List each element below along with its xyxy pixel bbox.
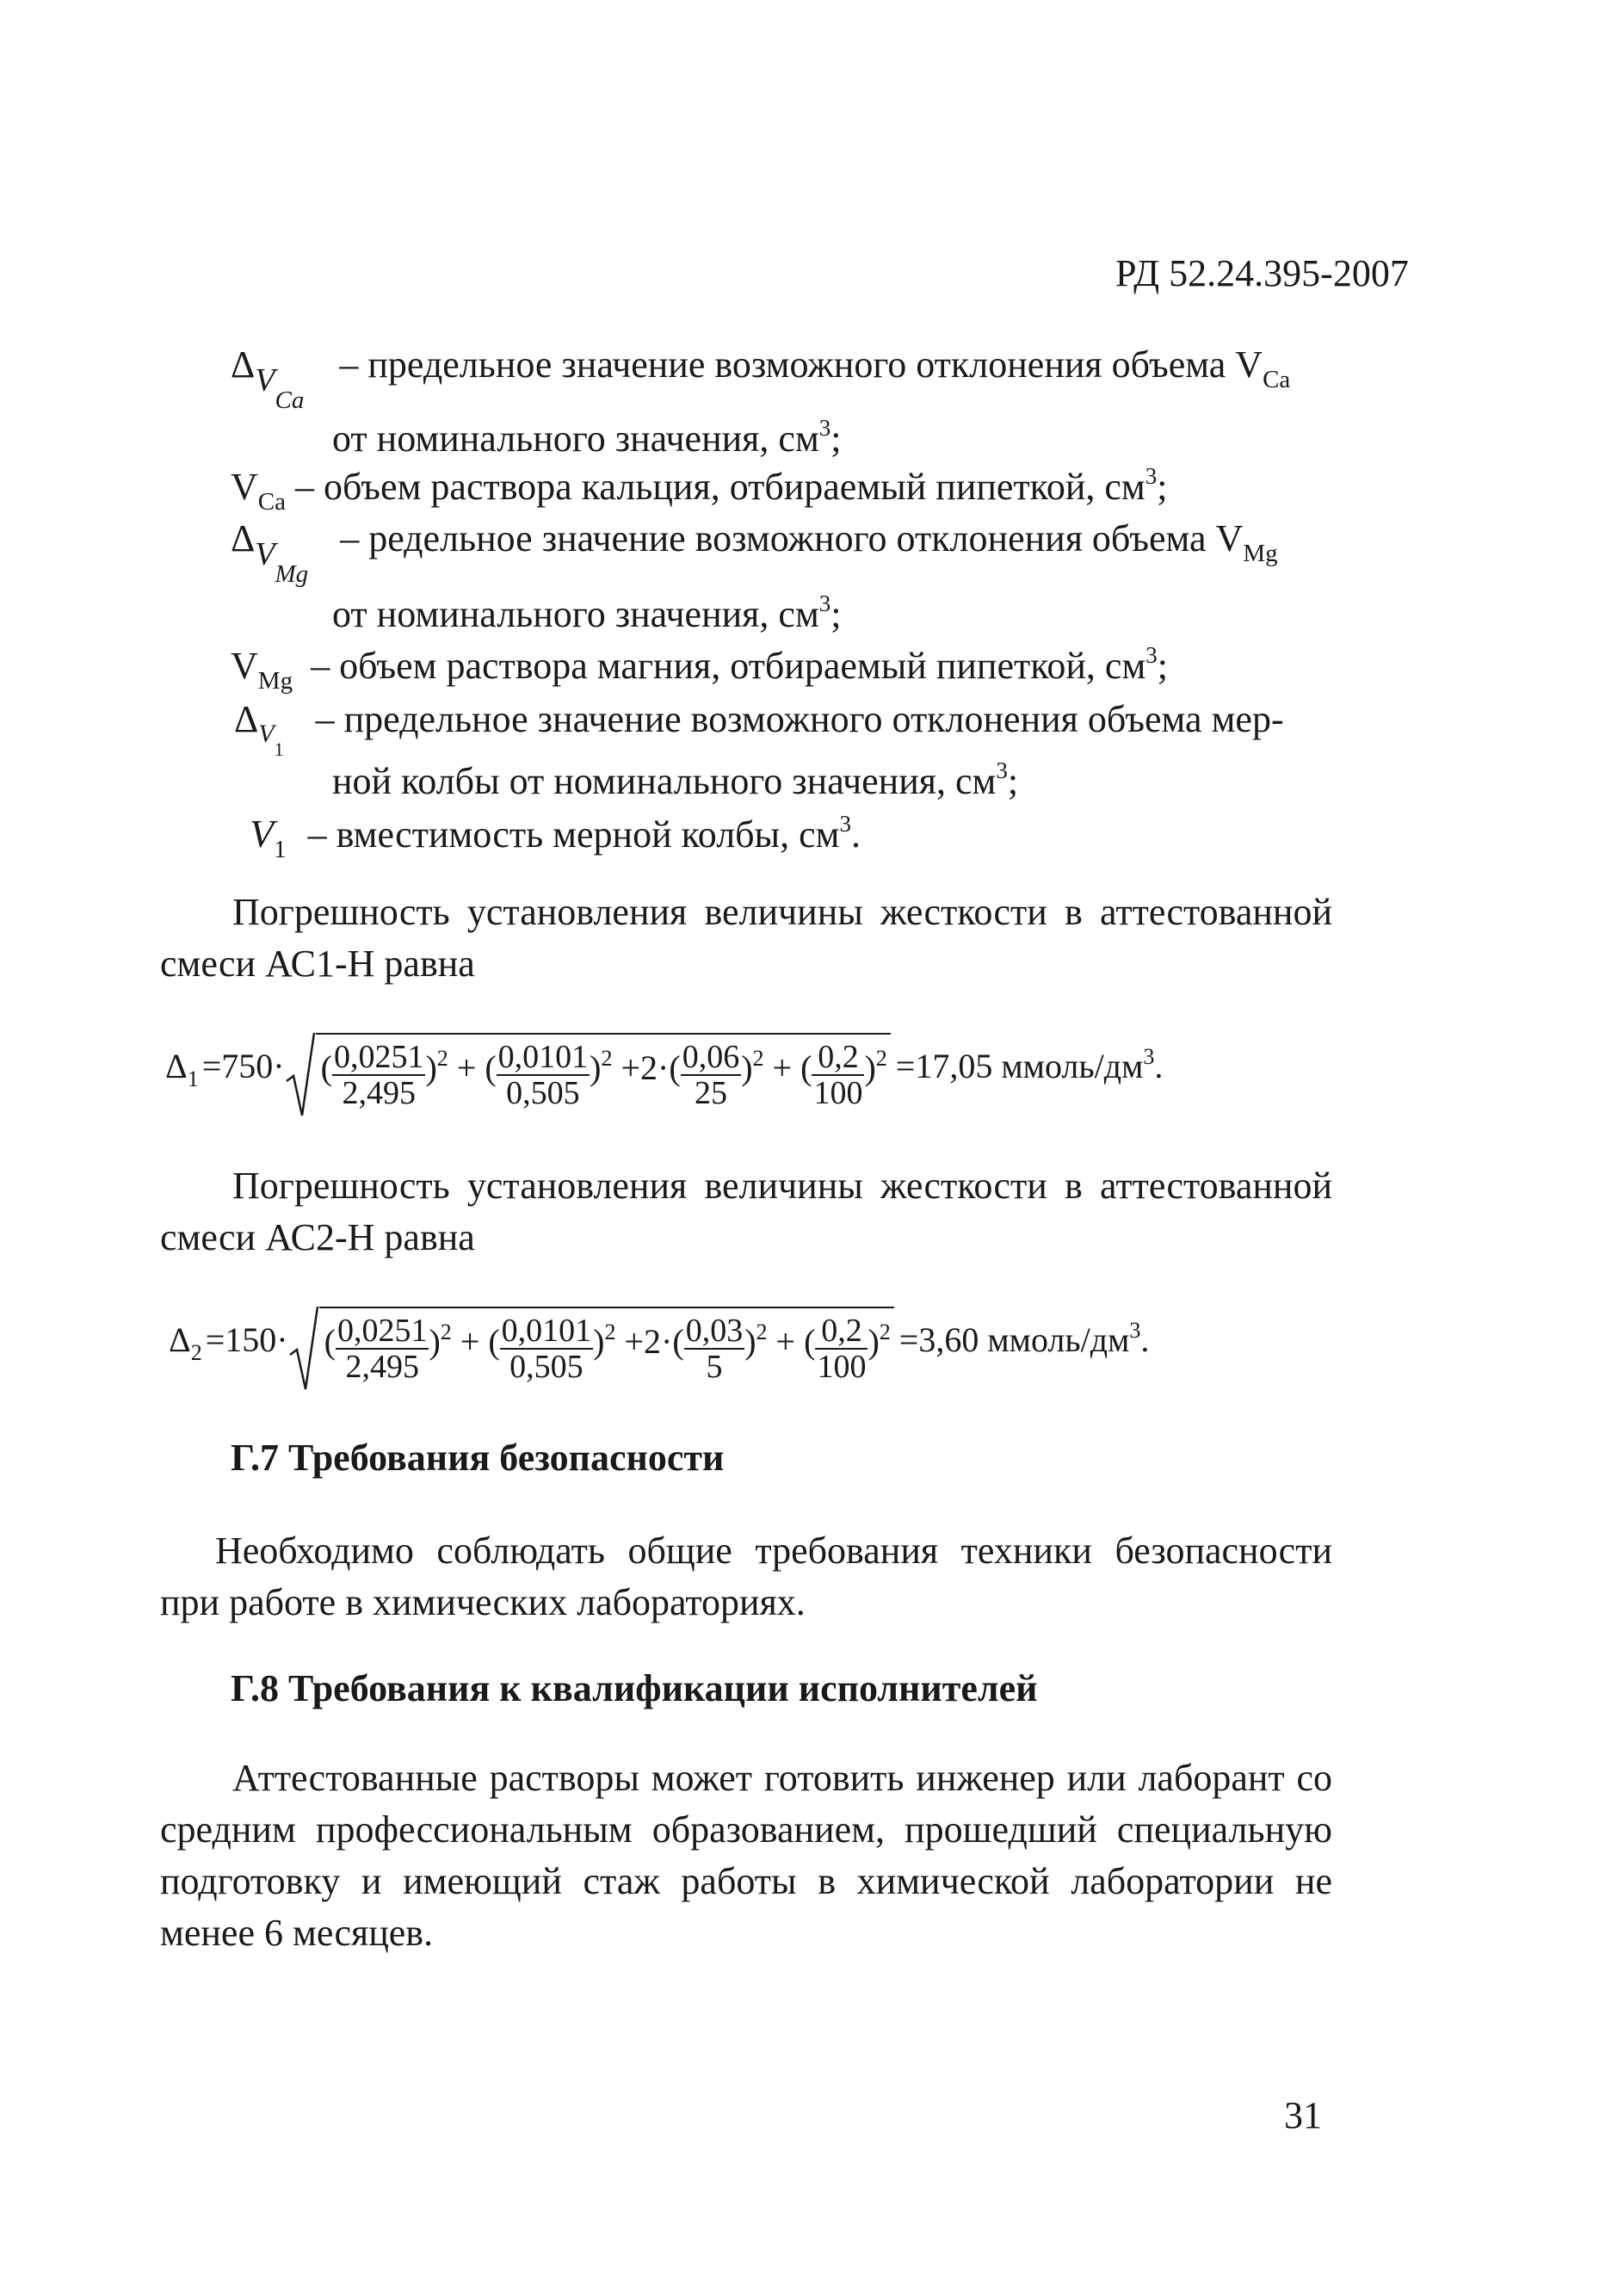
radical-sign-icon	[288, 1305, 319, 1391]
section-7-heading: Г.7 Требования безопасности	[231, 1437, 725, 1479]
delta-symbol: Δ	[231, 343, 256, 386]
definition-delta-v-1: $\Delta_{V1}$ – предельное значение возможного отклонения объема мер-	[234, 698, 1284, 760]
definition-delta-v-mg: $\Delta V_{Mg}$ – редельное значение возможного отклонения объема $V_{Mg}$	[231, 517, 1278, 588]
formula-delta-1: $\Delta_1 =750\cdot$ ( $\frac{0,0251}{2,495}$ )$^2$ + ( $\frac{0,0101}{0,505}$ )$^2$ +2·( $\frac{0,06}{25}$ )$^2$ + ( $\frac{0,2}{100}$ )$^2$ =17,05 ммоль/$дм^3$.	[165, 1033, 1163, 1107]
document-code: РД 52.24.395-2007	[1115, 252, 1409, 294]
square-root: ( $\frac{0,0251}{2,495}$ )$^2$ + ( $\frac{0,0101}{0,505}$ )$^2$ +2·( $\frac{0,03}{5}$ )$^2$ + ( $\frac{0,2}{100}$ )$^2$	[319, 1307, 894, 1381]
section-7-text: Необходимо соблюдать общие требования техники безопасности при работе в химических лабораториях.	[160, 1530, 1332, 1623]
section-8-heading: Г.8 Требования к квалификации исполнителей	[231, 1667, 1038, 1709]
definition-v-ca: $V_{Ca}$ – объем раствора кальция, отбираемый пипеткой, $см^3$;	[231, 463, 1168, 516]
paragraph-error-as2: Погрешность установления величины жесткости в аттестованной смеси АС2-Н равна	[160, 1165, 1332, 1258]
section-8-text: Аттестованные растворы может готовить инженер или лаборант со средним профессиональным образованием, прошедший специальную подготовку и имеющий стаж работы в химической лаборатории не менее 6 месяцев.	[160, 1757, 1332, 1954]
definition-delta-v-1-continued: ной колбы от номинального значения, $см^3$;	[332, 757, 1019, 802]
definition-delta-v-ca-continued: от номинального значения, $см^3$;	[332, 415, 842, 460]
radical-sign-icon	[285, 1031, 316, 1117]
page-number: 31	[1284, 2094, 1322, 2136]
definition-v-1: $V_1$ – вместимость мерной колбы, $см^3$.	[250, 811, 861, 863]
square-root: ( $\frac{0,0251}{2,495}$ )$^2$ + ( $\frac{0,0101}{0,505}$ )$^2$ +2·( $\frac{0,06}{25}$ )$^2$ + ( $\frac{0,2}{100}$ )$^2$	[316, 1033, 891, 1107]
formula-delta-2: $\Delta_2 =150\cdot$ ( $\frac{0,0251}{2,495}$ )$^2$ + ( $\frac{0,0101}{0,505}$ )$^2$ +2·( $\frac{0,03}{5}$ )$^2$ + ( $\frac{0,2}{100}$ )$^2$ =3,60 ммоль/$дм^3$.	[169, 1307, 1149, 1381]
definition-delta-v-ca: $\Delta V_{Ca}$ – предельное значение возможного отклонения объема $V_{Ca}$	[231, 343, 1291, 414]
definition-v-mg: $V_{Mg}$ – объем раствора магния, отбираемый пипеткой, $см^3$;	[231, 642, 1169, 695]
paragraph-error-as1: Погрешность установления величины жесткости в аттестованной смеси АС1-Н равна	[160, 891, 1332, 985]
definition-delta-v-mg-continued: от номинального значения, $см^3$;	[332, 590, 842, 635]
